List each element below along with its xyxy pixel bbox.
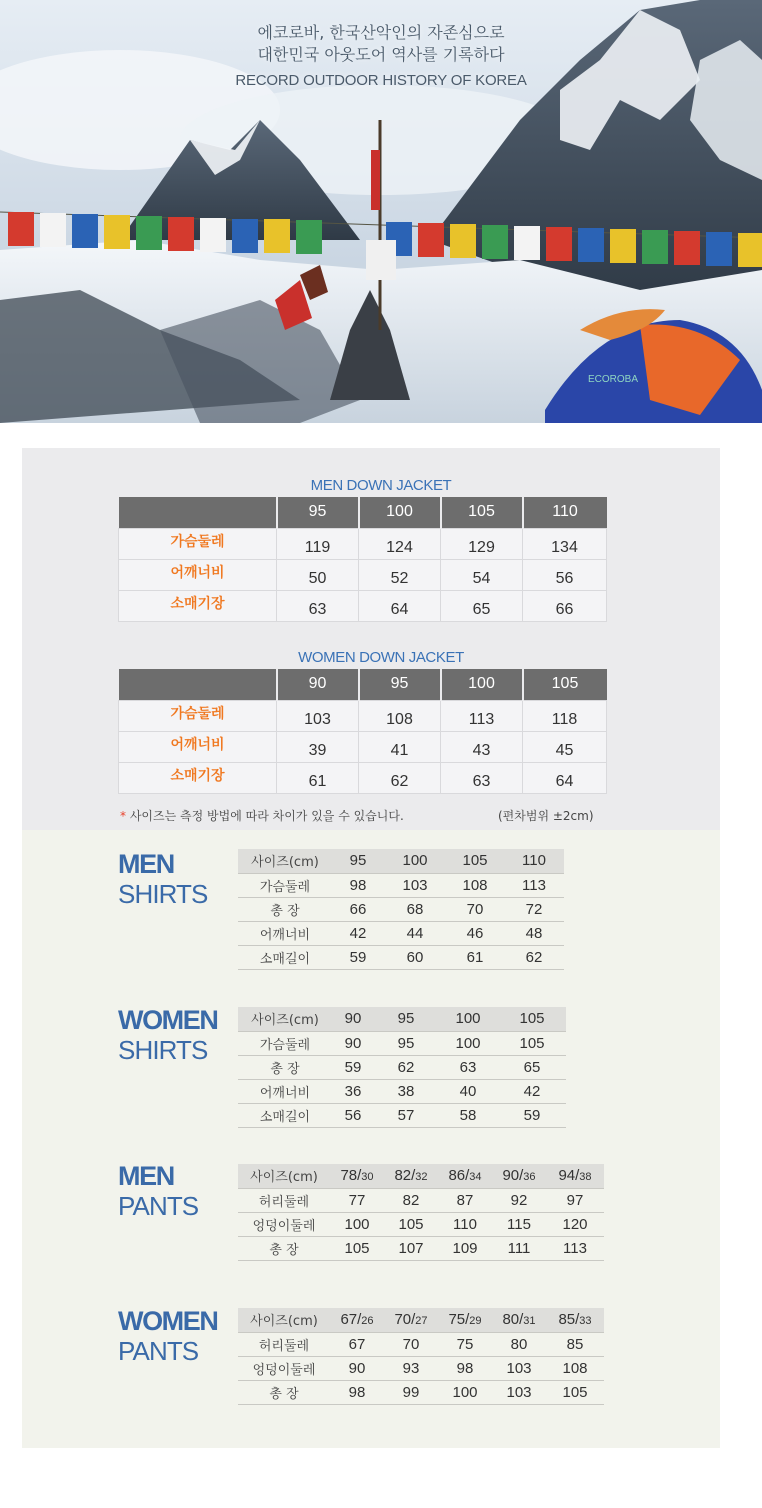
size-main: 94/ <box>558 1167 580 1185</box>
value-cell: 124 <box>359 528 441 559</box>
men-shirts-table <box>238 849 564 970</box>
row-label: 소매길이 <box>238 945 332 969</box>
size-cell: 105 <box>523 669 607 700</box>
size-sub: 34 <box>469 1171 482 1184</box>
size-sub: 33 <box>579 1315 592 1328</box>
men-pants-table <box>238 1164 604 1261</box>
size-cell: 100 <box>438 1007 498 1031</box>
value-cell: 67 <box>330 1332 384 1356</box>
value-cell: 129 <box>441 528 523 559</box>
value-cell: 100 <box>438 1031 498 1055</box>
value-cell: 100 <box>330 1212 384 1236</box>
men-down-jacket-title: MEN DOWN JACKET <box>310 477 452 494</box>
table-row <box>238 873 564 897</box>
heading-thin: PANTS <box>118 1191 199 1221</box>
size-cell: 95 <box>374 1007 438 1031</box>
table-row <box>238 1332 604 1356</box>
size-cell <box>492 1164 546 1188</box>
value-cell: 105 <box>384 1212 438 1236</box>
hero-tagline-line1: 에코로바, 한국산악인의 자존심으로 <box>257 23 505 42</box>
value-cell: 85 <box>546 1332 604 1356</box>
value-cell: 50 <box>277 559 359 590</box>
heading-bold: MEN <box>118 1161 174 1191</box>
size-sub: 36 <box>523 1171 536 1184</box>
value-cell: 63 <box>438 1055 498 1079</box>
value-cell: 54 <box>441 559 523 590</box>
size-cell: 95 <box>332 849 384 873</box>
value-cell: 58 <box>438 1103 498 1127</box>
women-shirts-heading <box>118 1007 217 1063</box>
row-label: 사이즈(cm) <box>238 849 332 873</box>
size-cell: 95 <box>277 497 359 528</box>
size-cell: 100 <box>359 497 441 528</box>
row-label: 어깨너비 <box>238 1079 332 1103</box>
value-cell: 38 <box>374 1079 438 1103</box>
value-cell: 66 <box>332 897 384 921</box>
size-cell: 95 <box>359 669 441 700</box>
value-cell: 62 <box>359 762 441 793</box>
row-label: 허리둘레 <box>238 1332 330 1356</box>
row-label: 소매기장 <box>119 762 277 793</box>
value-cell: 80 <box>492 1332 546 1356</box>
header-empty-cell <box>119 497 277 528</box>
value-cell: 82 <box>384 1188 438 1212</box>
value-cell: 61 <box>446 945 504 969</box>
value-cell: 61 <box>277 762 359 793</box>
value-cell: 75 <box>438 1332 492 1356</box>
row-label: 사이즈(cm) <box>238 1308 330 1332</box>
women-pants-table <box>238 1308 604 1405</box>
table-row <box>119 528 607 559</box>
size-sub: 27 <box>415 1315 428 1328</box>
value-cell: 105 <box>330 1236 384 1260</box>
value-cell: 105 <box>546 1380 604 1404</box>
size-main: 80/ <box>502 1311 524 1329</box>
value-cell: 90 <box>332 1031 374 1055</box>
heading-thin: SHIRTS <box>118 879 208 909</box>
value-cell: 103 <box>492 1356 546 1380</box>
size-sub: 30 <box>361 1171 374 1184</box>
heading-bold: WOMEN <box>118 1306 218 1336</box>
value-cell: 99 <box>384 1380 438 1404</box>
value-cell: 109 <box>438 1236 492 1260</box>
value-cell: 103 <box>492 1380 546 1404</box>
value-cell: 115 <box>492 1212 546 1236</box>
row-label: 소매기장 <box>119 590 277 621</box>
row-label: 가슴둘레 <box>238 873 332 897</box>
women-down-jacket-title: WOMEN DOWN JACKET <box>298 649 464 666</box>
value-cell: 46 <box>446 921 504 945</box>
value-cell: 45 <box>523 731 607 762</box>
table-row <box>238 921 564 945</box>
table-header-row <box>238 1164 604 1188</box>
table-row <box>238 945 564 969</box>
value-cell: 59 <box>332 945 384 969</box>
size-cell: 105 <box>441 497 523 528</box>
value-cell: 64 <box>359 590 441 621</box>
value-cell: 59 <box>332 1055 374 1079</box>
size-cell: 110 <box>504 849 564 873</box>
size-cell: 105 <box>498 1007 566 1031</box>
value-cell: 63 <box>441 762 523 793</box>
value-cell: 103 <box>277 700 359 731</box>
row-label: 사이즈(cm) <box>238 1007 332 1031</box>
size-main: 85/ <box>558 1311 580 1329</box>
value-cell: 113 <box>546 1236 604 1260</box>
row-label: 어깨너비 <box>119 731 277 762</box>
table-row <box>119 559 607 590</box>
table-row <box>238 1031 566 1055</box>
row-label: 가슴둘레 <box>238 1031 332 1055</box>
size-cell <box>546 1308 604 1332</box>
size-cell <box>384 1164 438 1188</box>
value-cell: 62 <box>374 1055 438 1079</box>
size-cell <box>330 1164 384 1188</box>
value-cell: 103 <box>384 873 446 897</box>
value-cell: 108 <box>546 1356 604 1380</box>
value-cell: 41 <box>359 731 441 762</box>
header-empty-cell <box>119 669 277 700</box>
hero-tagline-english: RECORD OUTDOOR HISTORY OF KOREA <box>235 72 527 89</box>
heading-bold: WOMEN <box>118 1005 218 1035</box>
size-main: 70/ <box>394 1311 416 1329</box>
value-cell: 105 <box>498 1031 566 1055</box>
value-cell: 65 <box>498 1055 566 1079</box>
women-shirts-table <box>238 1007 566 1128</box>
row-label: 엉덩이둘레 <box>238 1356 330 1380</box>
size-cell: 100 <box>384 849 446 873</box>
row-label: 가슴둘레 <box>119 528 277 559</box>
size-sub: 26 <box>361 1315 374 1328</box>
heading-bold: MEN <box>118 849 174 879</box>
row-label: 가슴둘레 <box>119 700 277 731</box>
table-header-row <box>119 497 607 528</box>
table-row <box>238 1079 566 1103</box>
table-row <box>238 897 564 921</box>
row-label: 어깨너비 <box>238 921 332 945</box>
women-pants-heading <box>118 1308 217 1364</box>
size-cell <box>546 1164 604 1188</box>
size-main: 78/ <box>340 1167 362 1185</box>
size-cell <box>438 1164 492 1188</box>
value-cell: 93 <box>384 1356 438 1380</box>
value-cell: 72 <box>504 897 564 921</box>
value-cell: 98 <box>332 873 384 897</box>
table-row <box>119 762 607 793</box>
value-cell: 77 <box>330 1188 384 1212</box>
value-cell: 108 <box>446 873 504 897</box>
size-cell <box>492 1308 546 1332</box>
size-cell: 110 <box>523 497 607 528</box>
size-sub: 38 <box>579 1171 592 1184</box>
size-sub: 32 <box>415 1171 428 1184</box>
value-cell: 44 <box>384 921 446 945</box>
hero-banner <box>0 0 762 423</box>
women-down-jacket-table <box>118 669 607 794</box>
row-label: 총 장 <box>238 1236 330 1260</box>
row-label: 총 장 <box>238 897 332 921</box>
size-main: 75/ <box>448 1311 470 1329</box>
size-sub: 31 <box>523 1315 536 1328</box>
value-cell: 70 <box>384 1332 438 1356</box>
size-cell: 90 <box>277 669 359 700</box>
value-cell: 95 <box>374 1031 438 1055</box>
size-cell: 100 <box>441 669 523 700</box>
size-main: 67/ <box>340 1311 362 1329</box>
value-cell: 113 <box>441 700 523 731</box>
size-sub: 29 <box>469 1315 482 1328</box>
value-cell: 60 <box>384 945 446 969</box>
value-cell: 63 <box>277 590 359 621</box>
value-cell: 119 <box>277 528 359 559</box>
value-cell: 43 <box>441 731 523 762</box>
value-cell: 40 <box>438 1079 498 1103</box>
table-row <box>238 1103 566 1127</box>
value-cell: 42 <box>498 1079 566 1103</box>
value-cell: 97 <box>546 1188 604 1212</box>
size-disclaimer-text: 사이즈는 측정 방법에 따라 차이가 있을 수 있습니다. <box>129 809 404 823</box>
table-header-row <box>238 1007 566 1031</box>
men-pants-heading <box>118 1163 198 1219</box>
row-label: 사이즈(cm) <box>238 1164 330 1188</box>
value-cell: 87 <box>438 1188 492 1212</box>
value-cell: 98 <box>438 1356 492 1380</box>
value-cell: 113 <box>504 873 564 897</box>
value-cell: 108 <box>359 700 441 731</box>
table-row <box>238 1356 604 1380</box>
heading-thin: SHIRTS <box>118 1035 208 1065</box>
value-cell: 134 <box>523 528 607 559</box>
size-main: 90/ <box>502 1167 524 1185</box>
size-cell: 105 <box>446 849 504 873</box>
table-row <box>119 590 607 621</box>
tent-logo: ECOROBA <box>588 374 639 385</box>
value-cell: 110 <box>438 1212 492 1236</box>
value-cell: 90 <box>330 1356 384 1380</box>
size-cell <box>438 1308 492 1332</box>
value-cell: 120 <box>546 1212 604 1236</box>
value-cell: 57 <box>374 1103 438 1127</box>
row-label: 총 장 <box>238 1380 330 1404</box>
row-label: 허리둘레 <box>238 1188 330 1212</box>
value-cell: 56 <box>523 559 607 590</box>
value-cell: 92 <box>492 1188 546 1212</box>
row-label: 소매길이 <box>238 1103 332 1127</box>
tolerance-note: (편차범위 ±2cm) <box>498 809 594 823</box>
value-cell: 52 <box>359 559 441 590</box>
size-disclaimer <box>120 807 404 824</box>
men-down-jacket-table <box>118 497 607 622</box>
value-cell: 65 <box>441 590 523 621</box>
value-cell: 70 <box>446 897 504 921</box>
value-cell: 98 <box>330 1380 384 1404</box>
value-cell: 118 <box>523 700 607 731</box>
table-row <box>119 731 607 762</box>
value-cell: 48 <box>504 921 564 945</box>
hero-tagline-line2: 대한민국 아웃도어 역사를 기록하다 <box>257 45 505 64</box>
table-header-row <box>119 669 607 700</box>
value-cell: 59 <box>498 1103 566 1127</box>
value-cell: 111 <box>492 1236 546 1260</box>
size-cell: 90 <box>332 1007 374 1031</box>
size-cell <box>384 1308 438 1332</box>
row-label: 어깨너비 <box>119 559 277 590</box>
value-cell: 42 <box>332 921 384 945</box>
value-cell: 39 <box>277 731 359 762</box>
size-cell <box>330 1308 384 1332</box>
table-row <box>238 1212 604 1236</box>
value-cell: 36 <box>332 1079 374 1103</box>
row-label: 총 장 <box>238 1055 332 1079</box>
value-cell: 107 <box>384 1236 438 1260</box>
table-header-row <box>238 849 564 873</box>
table-row <box>238 1188 604 1212</box>
value-cell: 62 <box>504 945 564 969</box>
table-row <box>238 1055 566 1079</box>
row-label: 엉덩이둘레 <box>238 1212 330 1236</box>
table-row <box>238 1380 604 1404</box>
asterisk: * <box>120 809 126 823</box>
value-cell: 68 <box>384 897 446 921</box>
table-row <box>119 700 607 731</box>
heading-thin: PANTS <box>118 1336 199 1366</box>
table-row <box>238 1236 604 1260</box>
value-cell: 56 <box>332 1103 374 1127</box>
value-cell: 64 <box>523 762 607 793</box>
value-cell: 100 <box>438 1380 492 1404</box>
men-shirts-heading <box>118 851 207 907</box>
value-cell: 66 <box>523 590 607 621</box>
size-main: 82/ <box>394 1167 416 1185</box>
table-header-row <box>238 1308 604 1332</box>
size-main: 86/ <box>448 1167 470 1185</box>
